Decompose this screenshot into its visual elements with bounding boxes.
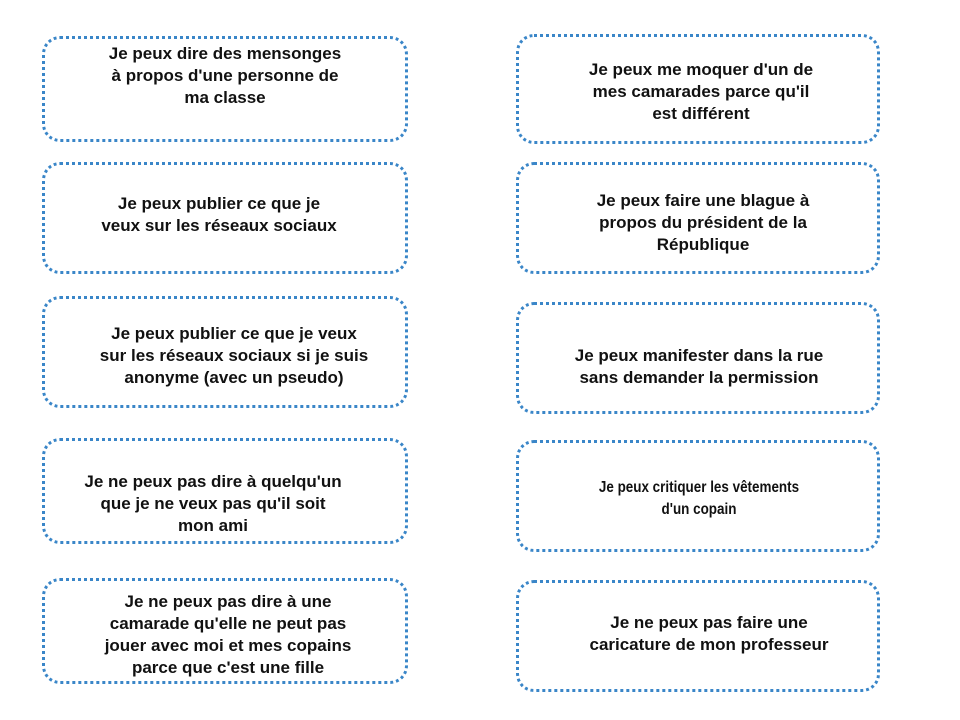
card-text: Je peux dire des mensonges à propos d'une personne de ma classe — [108, 44, 342, 107]
card-text: Je ne peux pas faire une caricature de mon professeur — [589, 613, 829, 654]
card-text: Je peux me moquer d'un de mes camarades parce qu'il est différent — [588, 60, 814, 123]
card-publier-reseaux — [42, 162, 408, 274]
card-camarade-fille — [42, 578, 408, 684]
card-text: Je peux faire une blague à propos du président de la République — [596, 191, 810, 254]
card-text: Je peux manifester dans la rue sans demander la permission — [574, 346, 824, 387]
card-moquer — [516, 34, 880, 144]
card-critiquer-vetements — [516, 440, 880, 552]
card-blague-president — [516, 162, 880, 274]
card-text: Je ne peux pas dire à quelqu'un que je ne veux pas qu'il soit mon ami — [84, 472, 342, 535]
card-manifester — [516, 302, 880, 414]
card-text: Je peux publier ce que je veux sur les réseaux sociaux — [101, 194, 337, 235]
card-text: Je peux publier ce que je veux sur les réseaux sociaux si je suis anonyme (avec un pseudo) — [99, 324, 369, 387]
card-caricature — [516, 580, 880, 692]
card-mensonges — [42, 36, 408, 142]
card-ami — [42, 438, 408, 544]
card-text: Je peux critiquer les vêtements d'un copain — [598, 479, 800, 518]
card-publier-anonyme — [42, 296, 408, 408]
card-text: Je ne peux pas dire à une camarade qu'elle ne peut pas jouer avec moi et mes copains parce que c'est une fille — [104, 592, 352, 677]
